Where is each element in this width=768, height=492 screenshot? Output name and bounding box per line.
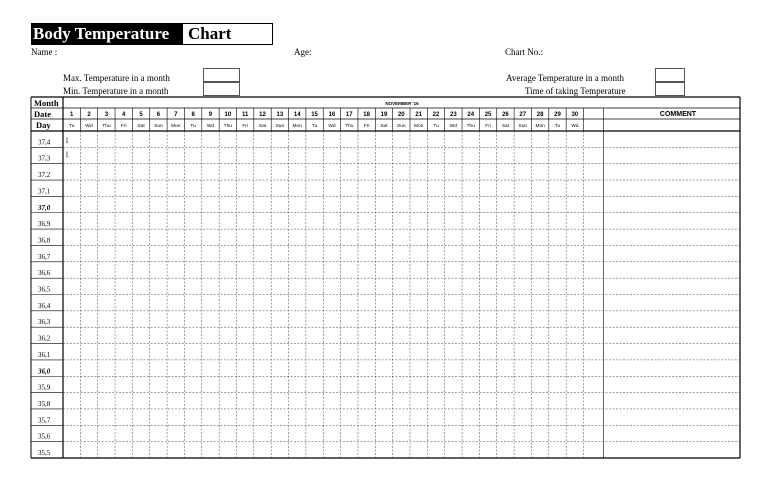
month-value: NOVEMBER '16 <box>385 101 419 106</box>
date-cell: 1 <box>70 112 74 118</box>
day-cell: Wd <box>449 124 457 129</box>
date-cell: 11 <box>242 112 249 118</box>
date-cell: 7 <box>174 112 178 118</box>
date-cell: 6 <box>156 112 161 118</box>
avg-temp-label: Average Temperature in a month <box>506 73 624 83</box>
temperature-label: 35,8 <box>38 399 51 408</box>
day-cell: Thu <box>466 124 475 129</box>
date-cell: 23 <box>450 112 457 118</box>
day-cell: Sat <box>501 124 510 129</box>
day-cell: Tu <box>68 124 75 129</box>
comment-label: COMMENT <box>659 111 697 118</box>
title-body-temperature: Body Temperature <box>31 23 183 45</box>
temperature-label: 36,4 <box>38 301 51 310</box>
age-label: Age: <box>294 47 312 57</box>
min-temp-label: Min. Temperature in a month <box>63 86 169 96</box>
day-cell: Thu <box>102 124 111 129</box>
day-cell: Thu <box>223 124 232 129</box>
date-cell: 20 <box>397 112 405 118</box>
temperature-label: 37,4 <box>38 138 51 147</box>
date-cell: 28 <box>536 112 544 118</box>
date-cell: 27 <box>519 112 527 118</box>
temperature-label: 35,6 <box>38 432 51 441</box>
day-cell: Fri <box>242 124 248 129</box>
temperature-label: 37,1 <box>38 187 51 196</box>
day-cell: Mon <box>535 124 545 129</box>
day-cell: Tu <box>311 124 318 129</box>
date-cell: 19 <box>380 112 388 118</box>
day-cell: Tu <box>554 124 561 129</box>
day-cell: Sun <box>518 124 528 129</box>
temperature-label: 37,2 <box>38 171 51 180</box>
day-cell: Fri <box>485 124 491 129</box>
date-cell: 26 <box>502 112 509 118</box>
day-cell: Wd <box>571 124 579 129</box>
day-cell: Mon <box>292 124 302 129</box>
chart-no-label: Chart No.: <box>505 47 543 57</box>
date-cell: 25 <box>484 112 492 118</box>
date-cell: 5 <box>139 112 143 118</box>
day-label: Day <box>36 120 51 130</box>
date-cell: 10 <box>224 112 232 118</box>
date-cell: 21 <box>415 112 423 118</box>
day-cell: Sat <box>258 124 267 129</box>
temperature-label: 36,8 <box>38 236 51 245</box>
day-cell: Thu <box>345 124 354 129</box>
temperature-label: 36,1 <box>38 350 51 359</box>
month-label: Month <box>34 98 59 108</box>
date-cell: 9 <box>208 112 213 118</box>
time-taking-label: Time of taking Temperature <box>525 86 626 96</box>
temperature-label: 36,5 <box>38 285 51 294</box>
temperature-label: 35,5 <box>38 449 51 457</box>
day-cell: Sun <box>397 124 406 129</box>
max-temp-label: Max. Temperature in a month <box>63 73 170 83</box>
day-cell: Fri <box>120 124 127 129</box>
am-label: a.m. <box>65 136 69 144</box>
temperature-label: 35,7 <box>38 416 51 425</box>
day-cell: Tu <box>433 124 439 129</box>
pm-label: p.m. <box>65 150 69 158</box>
date-cell: 17 <box>345 112 353 118</box>
day-cell: Wd <box>328 124 336 129</box>
date-cell: 14 <box>293 112 301 118</box>
temperature-label: 36,6 <box>38 269 51 278</box>
day-cell: Sun <box>154 124 163 129</box>
temperature-label: 37,0 <box>38 203 51 212</box>
day-cell: Mon <box>171 124 181 129</box>
title-chart: Chart <box>183 23 273 45</box>
date-cell: 4 <box>122 112 126 118</box>
date-cell: 15 <box>311 112 318 118</box>
date-cell: 29 <box>554 112 561 118</box>
temperature-label: 35,9 <box>38 383 51 392</box>
date-cell: 13 <box>276 112 284 118</box>
temperature-label: 36,2 <box>38 334 51 343</box>
day-cell: Wd <box>206 124 215 129</box>
day-cell: Mon <box>414 124 424 129</box>
name-label: Name : <box>31 47 58 57</box>
day-cell: Sat <box>380 124 388 129</box>
day-cell: Sun <box>275 124 285 129</box>
date-cell: 3 <box>104 112 109 118</box>
temperature-label: 37,3 <box>38 154 51 163</box>
date-label: Date <box>34 109 51 119</box>
temperature-label: 36,3 <box>38 318 51 327</box>
date-cell: 2 <box>87 112 91 118</box>
day-cell: Sat <box>137 124 145 129</box>
date-cell: 12 <box>259 112 266 118</box>
temperature-label: 36,9 <box>38 220 51 229</box>
date-cell: 18 <box>363 112 370 118</box>
date-cell: 22 <box>432 112 440 118</box>
temperature-label: 36,7 <box>38 252 51 261</box>
date-cell: 8 <box>191 112 195 118</box>
day-cell: Wd <box>85 124 93 129</box>
day-cell: Fri <box>363 124 370 129</box>
date-cell: 30 <box>571 112 579 118</box>
date-cell: 16 <box>328 112 336 118</box>
date-cell: 24 <box>467 112 475 118</box>
temperature-label: 36,0 <box>38 367 51 376</box>
day-cell: Tu <box>190 124 196 129</box>
